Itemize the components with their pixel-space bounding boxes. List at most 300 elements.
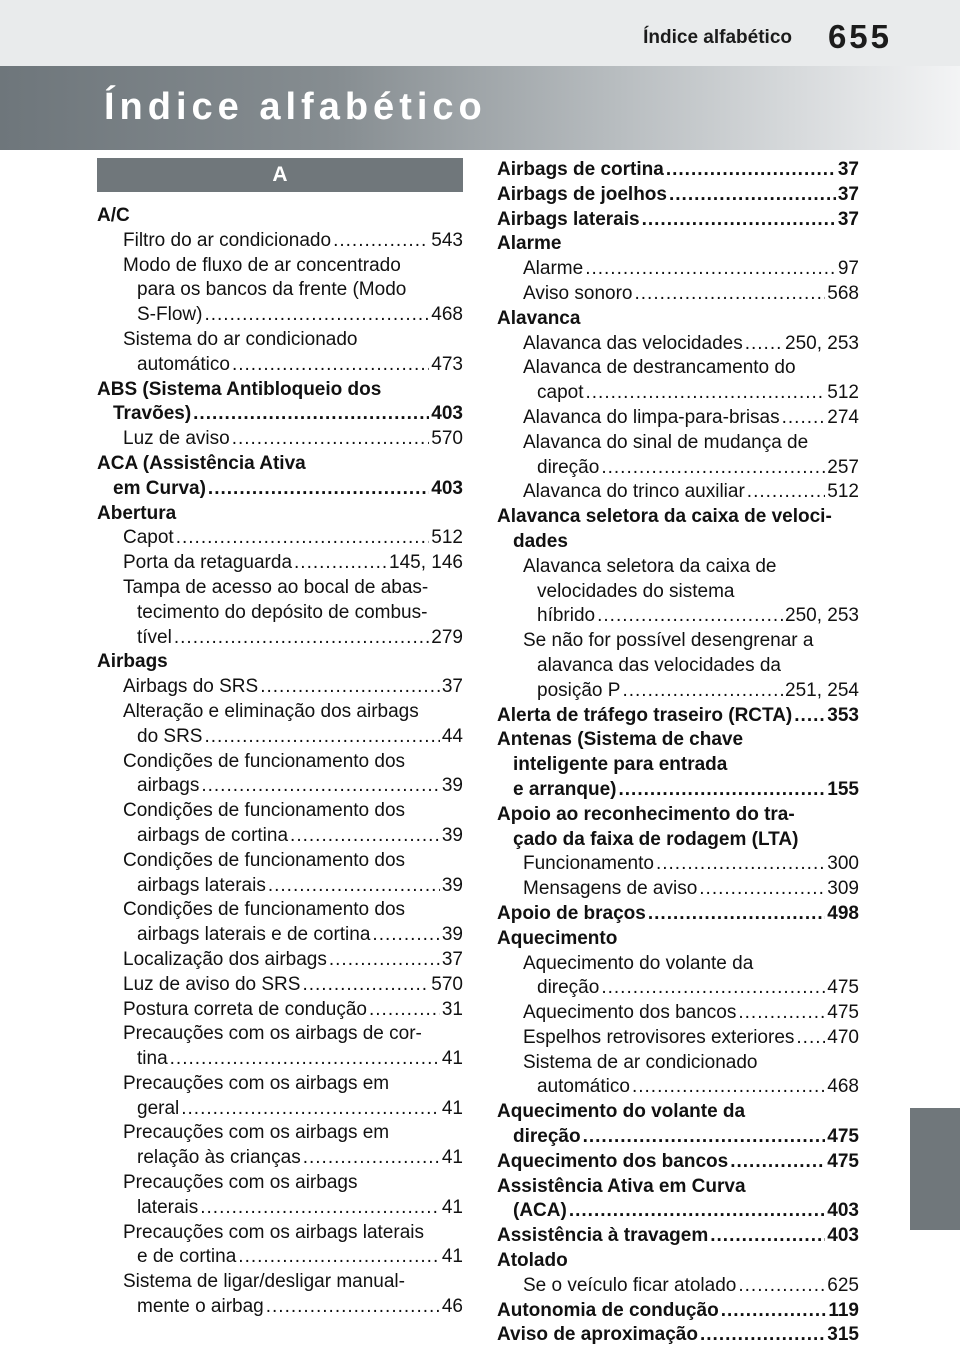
index-entry xyxy=(497,828,859,853)
entry-label: Precauções com os airbags de cor- xyxy=(123,1023,422,1045)
index-entry xyxy=(497,307,859,332)
index-entry xyxy=(497,927,859,952)
index-entry xyxy=(97,750,463,775)
index-entry xyxy=(97,402,463,427)
index-entry xyxy=(497,232,859,257)
entry-page-ref: 41 xyxy=(441,1196,463,1218)
dot-leader xyxy=(597,604,783,629)
index-entry xyxy=(497,1249,859,1274)
index-entry xyxy=(497,1299,859,1324)
dot-leader xyxy=(193,402,429,427)
entry-page-ref: 155 xyxy=(827,778,859,800)
index-entry xyxy=(497,356,859,381)
page-header xyxy=(0,0,960,66)
entry-label: Aquecimento dos bancos xyxy=(523,1002,737,1024)
entry-label: Apoio de braços xyxy=(497,902,646,924)
index-entry xyxy=(97,254,463,279)
index-entry xyxy=(497,1001,859,1026)
index-entry xyxy=(97,626,463,651)
entry-page-ref: 475 xyxy=(827,1150,859,1172)
index-entry xyxy=(97,576,463,601)
entry-label: Espelhos retrovisores exteriores xyxy=(523,1026,795,1048)
index-entry xyxy=(497,580,859,605)
index-entry xyxy=(97,378,463,403)
index-entry xyxy=(97,973,463,998)
entry-page-ref: 274 xyxy=(827,406,859,428)
index-entry xyxy=(497,183,859,208)
entry-label: Funcionamento xyxy=(523,853,654,875)
entry-label: tível xyxy=(137,626,172,648)
entry-label: Precauções com os airbags em xyxy=(123,1122,390,1144)
dot-leader xyxy=(176,526,430,551)
index-entry xyxy=(497,852,859,877)
entry-label: em Curva) xyxy=(113,477,206,499)
entry-label: tecimento do depósito de combus- xyxy=(137,601,428,623)
entry-label: Condições de funcionamento dos xyxy=(123,899,406,921)
index-entry xyxy=(97,650,463,675)
index-entry xyxy=(97,1295,463,1320)
page-number: 655 xyxy=(827,18,892,55)
dot-leader xyxy=(648,902,825,927)
dot-leader xyxy=(794,704,825,729)
section-thumb-tab xyxy=(910,1108,960,1230)
entry-label: Precauções com os airbags laterais xyxy=(123,1221,424,1243)
index-entry xyxy=(97,477,463,502)
entry-label: ACA (Assistência Ativa xyxy=(97,452,306,474)
dot-leader xyxy=(333,229,429,254)
entry-page-ref: 37 xyxy=(837,159,859,180)
entry-label: Autonomia de condução xyxy=(497,1299,719,1321)
dot-leader xyxy=(201,774,440,799)
dot-leader xyxy=(208,477,429,502)
index-entry xyxy=(97,328,463,353)
dot-leader xyxy=(181,1097,440,1122)
dot-leader xyxy=(721,1299,827,1324)
index-entry xyxy=(97,1121,463,1146)
dot-leader xyxy=(238,1245,440,1270)
index-entry xyxy=(497,704,859,729)
index-entry xyxy=(97,824,463,849)
dot-leader xyxy=(585,257,836,282)
index-entry xyxy=(97,700,463,725)
index-entry xyxy=(497,158,859,183)
entry-label: Alavanca xyxy=(497,307,581,329)
entry-label: geral xyxy=(137,1097,180,1119)
index-entry xyxy=(97,1022,463,1047)
entry-page-ref: 251, 254 xyxy=(785,679,859,701)
entry-page-ref: 570 xyxy=(431,428,463,450)
entry-label: çado da faixa de rodagem (LTA) xyxy=(513,828,799,850)
index-column-left xyxy=(97,158,463,1320)
dot-leader xyxy=(369,998,440,1023)
entry-label: Se não for possível desengrenar a xyxy=(523,630,814,652)
index-column-right xyxy=(497,158,859,1348)
index-entry xyxy=(497,1100,859,1125)
entry-page-ref: 403 xyxy=(827,1200,859,1222)
dot-leader xyxy=(303,1146,440,1171)
index-entry xyxy=(97,229,463,254)
entry-page-ref: 39 xyxy=(441,924,463,946)
entry-label: dades xyxy=(513,530,568,552)
entry-page-ref: 570 xyxy=(431,973,463,995)
dot-leader xyxy=(329,948,440,973)
entry-label: Alavanca do sinal de mudança de xyxy=(523,431,809,453)
entry-page-ref: 119 xyxy=(828,1299,859,1321)
dot-leader xyxy=(260,675,440,700)
index-entry xyxy=(97,799,463,824)
entry-page-ref: 37 xyxy=(441,948,463,970)
dot-leader xyxy=(294,551,387,576)
entry-page-ref: 475 xyxy=(827,977,859,999)
index-entry xyxy=(497,728,859,753)
index-entry xyxy=(497,952,859,977)
entry-label: Filtro do ar condicionado xyxy=(123,229,332,251)
entry-label: Precauções com os airbags em xyxy=(123,1072,390,1094)
dot-leader xyxy=(170,1047,440,1072)
index-entry xyxy=(497,604,859,629)
entry-label: Aquecimento do volante da xyxy=(523,952,754,974)
dot-leader xyxy=(738,1274,825,1299)
entry-page-ref: 315 xyxy=(827,1324,859,1346)
entry-label: Condições de funcionamento dos xyxy=(123,750,406,772)
dot-leader xyxy=(232,353,429,378)
entry-label: Sistema de ar condicionado xyxy=(523,1051,758,1073)
index-entry xyxy=(97,353,463,378)
entry-label: Luz de aviso do SRS xyxy=(123,973,301,995)
entry-page-ref: 41 xyxy=(441,1048,463,1070)
dot-leader xyxy=(730,1150,825,1175)
entry-label: direção xyxy=(537,456,600,478)
index-entry xyxy=(97,1097,463,1122)
entry-page-ref: 39 xyxy=(441,874,463,896)
entry-label: Porta da retaguarda xyxy=(123,552,293,574)
dot-leader xyxy=(174,626,429,651)
entry-label: relação às crianças xyxy=(137,1147,301,1169)
entry-label: Condições de funcionamento dos xyxy=(123,849,406,871)
entry-label: velocidades do sistema xyxy=(537,580,735,602)
entry-label: para os bancos da frente (Modo xyxy=(137,279,407,301)
entry-page-ref: 279 xyxy=(431,626,463,648)
dot-leader xyxy=(618,778,825,803)
index-entry xyxy=(97,874,463,899)
index-entry xyxy=(497,654,859,679)
index-entry xyxy=(97,1245,463,1270)
entry-label: airbags laterais xyxy=(137,874,266,896)
entry-label: tina xyxy=(137,1048,168,1070)
index-entry xyxy=(497,1175,859,1200)
index-entry xyxy=(497,1026,859,1051)
entry-page-ref: 403 xyxy=(431,477,463,499)
entry-page-ref: 512 xyxy=(827,481,859,503)
index-entry xyxy=(497,208,859,233)
entry-label: Alarme xyxy=(523,258,584,280)
index-entry xyxy=(497,976,859,1001)
index-entry xyxy=(97,1196,463,1221)
index-entry xyxy=(497,877,859,902)
index-entry xyxy=(97,204,463,229)
entry-page-ref: 250, 253 xyxy=(785,605,859,627)
entry-label: Alavanca das velocidades xyxy=(523,332,743,354)
entry-label: posição P xyxy=(537,679,621,701)
entry-label: Alavanca de destrancamento do xyxy=(523,357,796,379)
entry-page-ref: 468 xyxy=(827,1076,859,1098)
dot-leader xyxy=(666,158,836,183)
entry-label: Aviso de aproximação xyxy=(497,1324,698,1346)
index-entry xyxy=(97,452,463,477)
dot-leader xyxy=(782,406,826,431)
index-entry xyxy=(97,1270,463,1295)
entry-label: Airbags de joelhos xyxy=(497,183,667,205)
entry-page-ref: 309 xyxy=(827,878,859,900)
entry-label: airbags de cortina xyxy=(137,824,289,846)
entry-label: Apoio ao reconhecimento do tra- xyxy=(497,803,795,825)
entry-page-ref: 37 xyxy=(441,676,463,698)
page-title: Índice alfabético xyxy=(104,86,487,128)
entry-label: Alavanca seletora da caixa de xyxy=(523,555,777,577)
entry-label: Aquecimento do volante da xyxy=(497,1101,746,1123)
entry-label: airbags laterais e de cortina xyxy=(137,924,371,946)
index-entry xyxy=(497,1125,859,1150)
entry-page-ref: 475 xyxy=(827,1002,859,1024)
entry-page-ref: 41 xyxy=(441,1097,463,1119)
entry-label: automático xyxy=(137,353,230,375)
dot-leader xyxy=(656,852,825,877)
entry-page-ref: 512 xyxy=(431,527,463,549)
dot-leader xyxy=(204,725,439,750)
dot-leader xyxy=(200,1196,440,1221)
index-entry xyxy=(497,778,859,803)
dot-leader xyxy=(635,282,826,307)
entry-label: e de cortina xyxy=(137,1246,237,1268)
index-entry xyxy=(497,505,859,530)
entry-label: capot xyxy=(537,382,584,404)
index-entry xyxy=(497,530,859,555)
index-entry xyxy=(97,774,463,799)
entry-label: Antenas (Sistema de chave xyxy=(497,729,744,751)
index-entry xyxy=(97,502,463,527)
index-entry xyxy=(497,431,859,456)
entry-label: Postura correta de condução xyxy=(123,998,367,1020)
dot-leader xyxy=(700,1323,825,1348)
entry-page-ref: 250, 253 xyxy=(785,332,859,354)
entry-label: Aviso sonoro xyxy=(523,282,633,304)
section-title: Índice alfabético xyxy=(643,27,792,48)
dot-leader xyxy=(232,427,430,452)
entry-label: alavanca das velocidades da xyxy=(537,654,782,676)
index-entry xyxy=(97,427,463,452)
entry-label: S-Flow) xyxy=(137,304,203,326)
entry-label: Airbags de cortina xyxy=(497,159,664,180)
dot-leader xyxy=(669,183,836,208)
index-entry xyxy=(497,1051,859,1076)
index-entry xyxy=(497,257,859,282)
entry-label: mente o airbag xyxy=(137,1296,264,1318)
index-entry xyxy=(497,1150,859,1175)
index-entry xyxy=(97,675,463,700)
entry-label: Assistência Ativa em Curva xyxy=(497,1175,746,1197)
index-entry xyxy=(497,406,859,431)
entry-label: inteligente para entrada xyxy=(513,754,728,776)
entry-label: Alerta de tráfego traseiro (RCTA) xyxy=(497,704,793,726)
dot-leader xyxy=(747,480,826,505)
right-entries xyxy=(497,158,859,1348)
entry-page-ref: 543 xyxy=(431,229,463,251)
entry-page-ref: 41 xyxy=(441,1147,463,1169)
index-entry xyxy=(497,1199,859,1224)
index-entry xyxy=(97,303,463,328)
entry-label: A/C xyxy=(97,205,130,226)
index-entry xyxy=(497,480,859,505)
entry-page-ref: 470 xyxy=(827,1026,859,1048)
index-entry xyxy=(97,1221,463,1246)
dot-leader xyxy=(710,1224,825,1249)
entry-page-ref: 568 xyxy=(827,282,859,304)
index-entry xyxy=(497,679,859,704)
entry-label: Sistema de ligar/desligar manual- xyxy=(123,1271,405,1293)
entry-label: Sistema do ar condicionado xyxy=(123,328,358,350)
entry-label: Capot xyxy=(123,527,174,549)
entry-page-ref: 145, 146 xyxy=(389,552,463,574)
index-entry xyxy=(97,725,463,750)
entry-page-ref: 353 xyxy=(827,704,859,726)
title-banner xyxy=(0,66,960,150)
dot-leader xyxy=(372,923,439,948)
entry-page-ref: 39 xyxy=(441,824,463,846)
index-entry xyxy=(497,555,859,580)
entry-label: Se o veículo ficar atolado xyxy=(523,1274,737,1296)
index-entry xyxy=(97,1047,463,1072)
dot-leader xyxy=(738,1001,825,1026)
dot-leader xyxy=(622,679,783,704)
index-entry xyxy=(497,332,859,357)
dot-leader xyxy=(302,973,429,998)
dot-leader xyxy=(268,874,440,899)
entry-label: Alarme xyxy=(497,233,562,255)
entry-page-ref: 46 xyxy=(441,1296,463,1318)
entry-page-ref: 475 xyxy=(827,1126,859,1148)
entry-page-ref: 97 xyxy=(837,258,859,280)
index-entry xyxy=(497,629,859,654)
entry-page-ref: 473 xyxy=(431,353,463,375)
letter-heading: A xyxy=(97,158,463,192)
entry-page-ref: 512 xyxy=(827,382,859,404)
entry-page-ref: 37 xyxy=(837,183,859,205)
index-entry xyxy=(497,282,859,307)
entry-page-ref: 37 xyxy=(837,208,859,230)
entry-page-ref: 403 xyxy=(431,403,463,425)
entry-label: e arranque) xyxy=(513,778,617,800)
entry-page-ref: 44 xyxy=(441,725,463,747)
entry-label: Aquecimento xyxy=(497,927,618,949)
index-entry xyxy=(97,898,463,923)
entry-page-ref: 41 xyxy=(441,1246,463,1268)
index-entry xyxy=(97,998,463,1023)
index-entry xyxy=(497,902,859,927)
entry-label: Localização dos airbags xyxy=(123,948,327,970)
dot-leader xyxy=(290,824,440,849)
entry-label: Assistência à travagem xyxy=(497,1225,709,1247)
entry-page-ref: 39 xyxy=(441,775,463,797)
entry-label: Abertura xyxy=(97,502,177,524)
index-entry xyxy=(497,1224,859,1249)
index-entry xyxy=(497,381,859,406)
entry-label: Modo de fluxo de ar concentrado xyxy=(123,254,401,276)
entry-label: híbrido xyxy=(537,605,596,627)
entry-page-ref: 625 xyxy=(827,1274,859,1296)
left-entries xyxy=(97,204,463,1320)
index-entry xyxy=(497,1075,859,1100)
dot-leader xyxy=(601,976,825,1001)
index-entry xyxy=(97,278,463,303)
entry-label: Mensagens de aviso xyxy=(523,878,698,900)
index-entry xyxy=(97,948,463,973)
index-entry xyxy=(97,1171,463,1196)
index-entry xyxy=(97,1146,463,1171)
dot-leader xyxy=(745,332,783,357)
entry-page-ref: 257 xyxy=(827,456,859,478)
index-entry xyxy=(497,456,859,481)
entry-label: automático xyxy=(537,1076,630,1098)
entry-label: Travões) xyxy=(113,403,192,425)
entry-label: Airbags xyxy=(97,651,168,673)
dot-leader xyxy=(569,1199,825,1224)
index-entry xyxy=(497,803,859,828)
dot-leader xyxy=(266,1295,440,1320)
entry-page-ref: 498 xyxy=(827,902,859,924)
dot-leader xyxy=(601,456,825,481)
entry-label: airbags xyxy=(137,775,200,797)
entry-label: Alavanca do limpa-para-brisas xyxy=(523,406,780,428)
entry-page-ref: 468 xyxy=(431,304,463,326)
dot-leader xyxy=(585,381,825,406)
entry-label: direção xyxy=(537,977,600,999)
entry-label: ABS (Sistema Antibloqueio dos xyxy=(97,378,382,400)
index-entry xyxy=(497,1274,859,1299)
dot-leader xyxy=(204,303,429,328)
index-entry xyxy=(97,923,463,948)
dot-leader xyxy=(796,1026,825,1051)
index-entry xyxy=(97,601,463,626)
entry-label: Precauções com os airbags xyxy=(123,1172,358,1194)
entry-label: Airbags laterais xyxy=(497,208,640,230)
dot-leader xyxy=(642,208,836,233)
index-entry xyxy=(497,1323,859,1348)
entry-label: do SRS xyxy=(137,725,203,747)
entry-label: Airbags do SRS xyxy=(123,676,259,698)
entry-page-ref: 300 xyxy=(827,853,859,875)
dot-leader xyxy=(583,1125,826,1150)
dot-leader xyxy=(699,877,825,902)
index-entry xyxy=(497,753,859,778)
entry-label: direção xyxy=(513,1126,581,1148)
entry-page-ref: 31 xyxy=(441,998,463,1020)
entry-label: Aquecimento dos bancos xyxy=(497,1150,729,1172)
entry-label: Alavanca do trinco auxiliar xyxy=(523,481,745,503)
entry-label: Alavanca seletora da caixa de veloci- xyxy=(497,506,832,528)
entry-label: Tampa de acesso ao bocal de abas- xyxy=(123,576,429,598)
dot-leader xyxy=(632,1075,825,1100)
index-entry xyxy=(97,551,463,576)
index-entry xyxy=(97,849,463,874)
index-entry xyxy=(97,526,463,551)
entry-label: laterais xyxy=(137,1196,199,1218)
entry-label: Luz de aviso xyxy=(123,428,230,450)
entry-label: Atolado xyxy=(497,1250,568,1272)
entry-label: Condições de funcionamento dos xyxy=(123,800,406,822)
index-entry xyxy=(97,1072,463,1097)
entry-label: Alteração e eliminação dos airbags xyxy=(123,700,419,722)
entry-page-ref: 403 xyxy=(827,1225,859,1247)
